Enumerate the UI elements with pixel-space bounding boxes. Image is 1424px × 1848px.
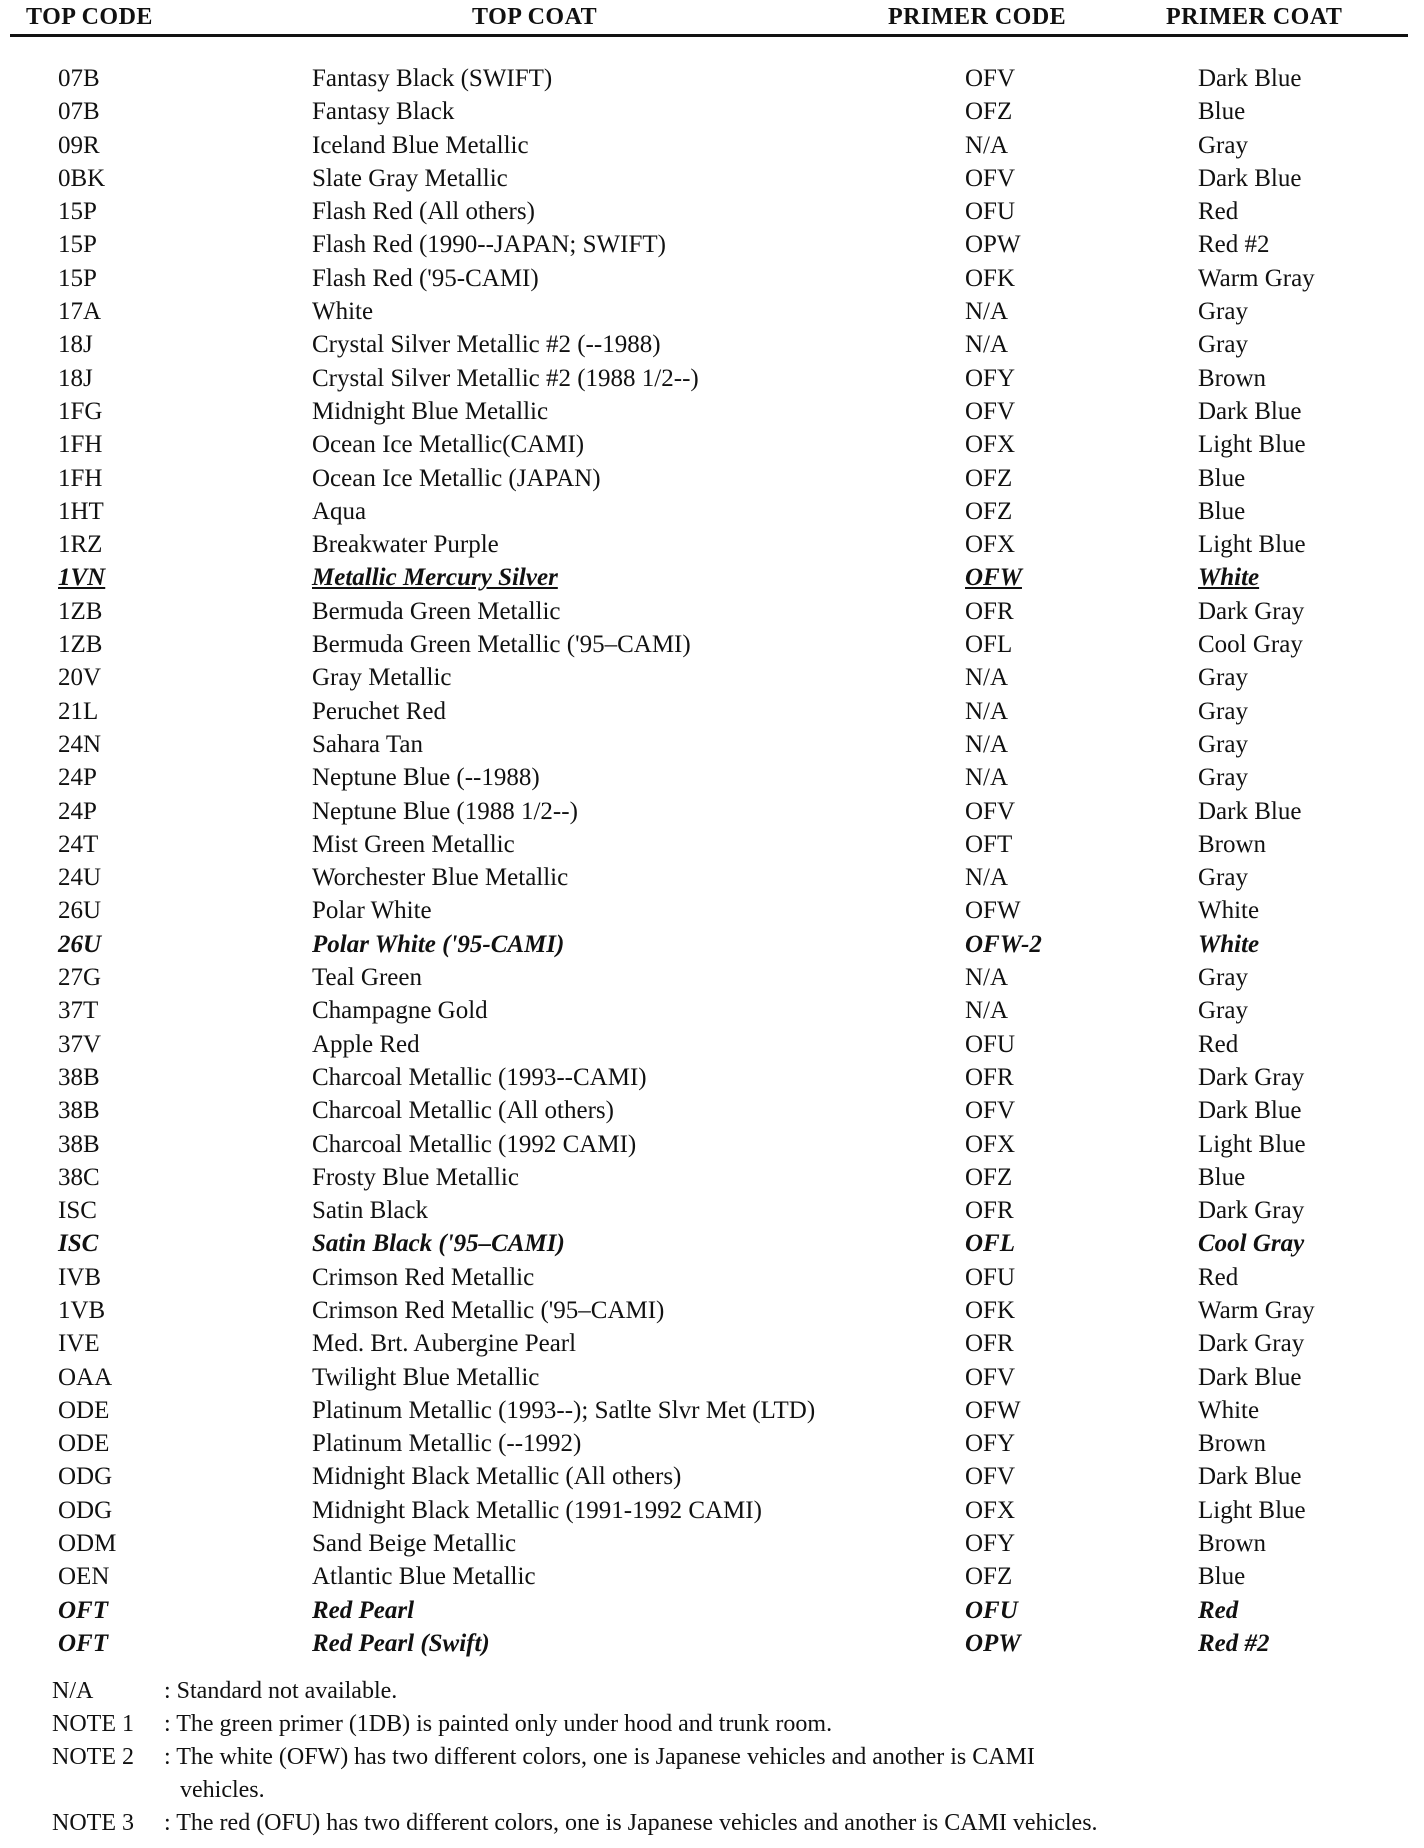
primer-code-cell: N/A (965, 997, 1009, 1025)
top-coat-cell: Med. Brt. Aubergine Pearl (312, 1330, 577, 1358)
table-row (0, 595, 1424, 628)
top-coat-cell: Aqua (312, 497, 367, 525)
table-row (0, 428, 1424, 461)
primer-coat-cell: White (1198, 930, 1260, 958)
primer-coat-cell: Cool Gray (1198, 631, 1303, 659)
note-label: NOTE 1 (52, 1711, 134, 1737)
primer-code-cell: OFX (965, 531, 1016, 559)
top-coat-cell: Peruchet Red (312, 697, 446, 725)
table-row (0, 661, 1424, 694)
top-code-cell: IVB (58, 1263, 102, 1291)
primer-code-cell: OFU (965, 1263, 1016, 1291)
primer-coat-cell: Dark Gray (1198, 597, 1305, 625)
top-coat-cell: Ocean Ice Metallic(CAMI) (312, 431, 585, 459)
top-code-cell: IVE (58, 1330, 100, 1358)
top-coat-cell: Slate Gray Metallic (312, 164, 508, 192)
top-code-cell: 27G (58, 964, 102, 992)
primer-coat-cell: White (1198, 564, 1260, 592)
table-row (0, 1361, 1424, 1394)
primer-code-cell: OFY (965, 364, 1016, 392)
primer-code-cell: OFY (965, 1530, 1016, 1558)
top-code-cell: 1FH (58, 431, 103, 459)
primer-coat-cell: Dark Blue (1198, 1363, 1302, 1391)
top-code-cell: 0BK (58, 164, 106, 192)
top-coat-cell: Fantasy Black (312, 98, 455, 126)
top-code-cell: 38B (58, 1063, 100, 1091)
primer-code-cell: N/A (965, 298, 1009, 326)
header-primer-coat: PRIMER COAT (1166, 4, 1343, 30)
primer-code-cell: OPW (965, 231, 1021, 259)
primer-code-cell: OFV (965, 397, 1016, 425)
table-row (0, 1327, 1424, 1360)
note-label: N/A (52, 1678, 94, 1704)
table-row (0, 328, 1424, 361)
table-row (0, 228, 1424, 261)
primer-code-cell: OFT (965, 830, 1013, 858)
top-coat-cell: Frosty Blue Metallic (312, 1163, 519, 1191)
table-row (0, 1594, 1424, 1627)
table-row (0, 462, 1424, 495)
top-code-cell: ODG (58, 1496, 113, 1524)
primer-coat-cell: Brown (1198, 1430, 1267, 1458)
top-coat-cell: Red Pearl (Swift) (312, 1629, 490, 1657)
table-row (0, 528, 1424, 561)
primer-coat-cell: White (1198, 1396, 1260, 1424)
top-code-cell: 26U (58, 897, 102, 925)
table-row (0, 861, 1424, 894)
primer-coat-cell: Light Blue (1198, 1496, 1306, 1524)
primer-coat-cell: Gray (1198, 331, 1248, 359)
table-row (0, 828, 1424, 861)
note-label: NOTE 3 (52, 1810, 134, 1836)
table-row (0, 961, 1424, 994)
header-primer-code: PRIMER CODE (888, 4, 1067, 30)
primer-code-cell: OFZ (965, 1163, 1013, 1191)
primer-coat-cell: Light Blue (1198, 531, 1306, 559)
table-row (0, 495, 1424, 528)
top-code-cell: 18J (58, 364, 93, 392)
primer-code-cell: OFR (965, 1330, 1014, 1358)
primer-code-cell: OFV (965, 1363, 1016, 1391)
primer-code-cell: OFW-2 (965, 930, 1042, 958)
primer-coat-cell: Brown (1198, 364, 1267, 392)
note-text: : The red (OFU) has two different colors, one is Japanese vehicles and another is CAMI vehicles. (164, 1810, 1098, 1836)
top-coat-cell: Apple Red (312, 1030, 420, 1058)
primer-coat-cell: Red (1198, 1596, 1239, 1624)
top-code-cell: 18J (58, 331, 93, 359)
table-row (0, 262, 1424, 295)
table-row (0, 295, 1424, 328)
top-coat-cell: Crimson Red Metallic (312, 1263, 535, 1291)
table-row (0, 628, 1424, 661)
primer-code-cell: OFU (965, 198, 1016, 226)
top-code-cell: 17A (58, 298, 102, 326)
top-code-cell: 26U (58, 930, 102, 958)
paint-code-table (0, 62, 1424, 1660)
top-coat-cell: Neptune Blue (1988 1/2--) (312, 797, 578, 825)
primer-coat-cell: Dark Gray (1198, 1330, 1305, 1358)
table-row (0, 1261, 1424, 1294)
primer-coat-cell: Blue (1198, 464, 1246, 492)
primer-code-cell: OFK (965, 264, 1016, 292)
header-rule (10, 34, 1408, 37)
top-coat-cell: Red Pearl (312, 1596, 415, 1624)
primer-coat-cell: Dark Gray (1198, 1063, 1305, 1091)
top-coat-cell: Breakwater Purple (312, 531, 499, 559)
primer-coat-cell: Blue (1198, 1163, 1246, 1191)
primer-code-cell: OFU (965, 1030, 1016, 1058)
primer-coat-cell: Blue (1198, 497, 1246, 525)
top-coat-cell: Platinum Metallic (1993--); Satlte Slvr Met (LTD) (312, 1396, 816, 1424)
top-code-cell: ODM (58, 1530, 117, 1558)
primer-coat-cell: Red #2 (1198, 1629, 1270, 1657)
primer-code-cell: N/A (965, 697, 1009, 725)
header-top-code: TOP CODE (26, 4, 153, 30)
top-coat-cell: Flash Red (All others) (312, 198, 535, 226)
table-row (0, 928, 1424, 961)
top-coat-cell: Charcoal Metallic (1992 CAMI) (312, 1130, 637, 1158)
top-code-cell: ODE (58, 1430, 110, 1458)
primer-code-cell: OFR (965, 1063, 1014, 1091)
top-code-cell: ISC (58, 1197, 97, 1225)
primer-code-cell: OFY (965, 1430, 1016, 1458)
primer-code-cell: N/A (965, 730, 1009, 758)
top-code-cell: 24N (58, 730, 102, 758)
table-row (0, 695, 1424, 728)
top-coat-cell: Worchester Blue Metallic (312, 864, 569, 892)
primer-coat-cell: Brown (1198, 830, 1267, 858)
top-code-cell: 1FG (58, 397, 103, 425)
top-coat-cell: Platinum Metallic (--1992) (312, 1430, 582, 1458)
table-row (0, 62, 1424, 95)
top-coat-cell: Polar White ('95-CAMI) (312, 930, 565, 958)
primer-coat-cell: Dark Blue (1198, 797, 1302, 825)
primer-code-cell: OFV (965, 1463, 1016, 1491)
top-coat-cell: Atlantic Blue Metallic (312, 1563, 536, 1591)
primer-coat-cell: Gray (1198, 298, 1248, 326)
top-coat-cell: Bermuda Green Metallic (312, 597, 561, 625)
table-row (0, 1194, 1424, 1227)
primer-code-cell: OFV (965, 797, 1016, 825)
top-coat-cell: Bermuda Green Metallic ('95–CAMI) (312, 631, 691, 659)
primer-coat-cell: White (1198, 897, 1260, 925)
top-coat-cell: Champagne Gold (312, 997, 488, 1025)
top-coat-cell: Flash Red (1990--JAPAN; SWIFT) (312, 231, 666, 259)
primer-code-cell: OFK (965, 1296, 1016, 1324)
top-coat-cell: Satin Black (312, 1197, 428, 1225)
top-code-cell: 1VN (58, 564, 106, 592)
top-coat-cell: Metallic Mercury Silver (312, 564, 558, 592)
note-text: : The white (OFW) has two different colors, one is Japanese vehicles and another is CAMI (164, 1744, 1035, 1770)
primer-coat-cell: Gray (1198, 697, 1248, 725)
top-coat-cell: Polar White (312, 897, 432, 925)
note-label: NOTE 2 (52, 1744, 134, 1770)
primer-code-cell: OFL (965, 631, 1013, 659)
note-text: vehicles. (180, 1777, 265, 1803)
top-coat-cell: Satin Black ('95–CAMI) (312, 1230, 565, 1258)
primer-coat-cell: Dark Blue (1198, 164, 1302, 192)
primer-code-cell: N/A (965, 664, 1009, 692)
top-coat-cell: Crimson Red Metallic ('95–CAMI) (312, 1296, 665, 1324)
top-coat-cell: Crystal Silver Metallic #2 (1988 1/2--) (312, 364, 699, 392)
primer-coat-cell: Gray (1198, 664, 1248, 692)
top-coat-cell: Gray Metallic (312, 664, 452, 692)
primer-code-cell: OFZ (965, 497, 1013, 525)
top-code-cell: OAA (58, 1363, 113, 1391)
top-code-cell: 1HT (58, 497, 104, 525)
top-code-cell: ISC (58, 1230, 99, 1258)
primer-coat-cell: Dark Blue (1198, 397, 1302, 425)
top-code-cell: 38B (58, 1097, 100, 1125)
top-code-cell: OFT (58, 1629, 108, 1657)
table-row (0, 1494, 1424, 1527)
top-code-cell: 15P (58, 231, 97, 259)
table-row (0, 1627, 1424, 1660)
top-code-cell: 1FH (58, 464, 103, 492)
primer-code-cell: N/A (965, 864, 1009, 892)
top-code-cell: 1VB (58, 1296, 106, 1324)
top-code-cell: 1ZB (58, 631, 103, 659)
primer-code-cell: OFZ (965, 98, 1013, 126)
table-row (0, 195, 1424, 228)
primer-coat-cell: Dark Blue (1198, 1097, 1302, 1125)
primer-coat-cell: Red (1198, 198, 1239, 226)
primer-code-cell: OPW (965, 1629, 1021, 1657)
primer-code-cell: OFX (965, 431, 1016, 459)
primer-coat-cell: Brown (1198, 1530, 1267, 1558)
table-row (0, 1427, 1424, 1460)
top-code-cell: 15P (58, 198, 97, 226)
primer-coat-cell: Dark Blue (1198, 1463, 1302, 1491)
primer-code-cell: OFX (965, 1496, 1016, 1524)
primer-code-cell: OFV (965, 65, 1016, 92)
primer-code-cell: OFW (965, 897, 1021, 925)
top-code-cell: 07B (58, 65, 100, 92)
top-coat-cell: Teal Green (312, 964, 422, 992)
primer-coat-cell: Blue (1198, 1563, 1246, 1591)
primer-code-cell: OFW (965, 564, 1022, 592)
primer-coat-cell: Warm Gray (1198, 1296, 1315, 1324)
primer-code-cell: OFX (965, 1130, 1016, 1158)
table-row (0, 1560, 1424, 1593)
primer-coat-cell: Red (1198, 1263, 1239, 1291)
primer-coat-cell: Gray (1198, 964, 1248, 992)
note-text: : The green primer (1DB) is painted only under hood and trunk room. (164, 1711, 833, 1737)
table-row (0, 1394, 1424, 1427)
primer-coat-cell: Gray (1198, 997, 1248, 1025)
primer-code-cell: OFZ (965, 464, 1013, 492)
header-top-coat: TOP COAT (472, 4, 598, 30)
table-row (0, 1028, 1424, 1061)
table-row (0, 95, 1424, 128)
table-row (0, 1061, 1424, 1094)
top-code-cell: ODE (58, 1396, 110, 1424)
top-code-cell: 24P (58, 797, 97, 825)
table-row (0, 395, 1424, 428)
top-code-cell: OEN (58, 1563, 110, 1591)
table-row (0, 1294, 1424, 1327)
primer-coat-cell: Gray (1198, 131, 1248, 159)
top-code-cell: 1ZB (58, 597, 103, 625)
top-coat-cell: Fantasy Black (SWIFT) (312, 65, 553, 92)
top-coat-cell: Charcoal Metallic (All others) (312, 1097, 614, 1125)
table-row (0, 761, 1424, 794)
primer-coat-cell: Light Blue (1198, 431, 1306, 459)
top-code-cell: 1RZ (58, 531, 103, 559)
table-row (0, 894, 1424, 927)
primer-code-cell: OFV (965, 1097, 1016, 1125)
top-coat-cell: Iceland Blue Metallic (312, 131, 529, 159)
table-row (0, 129, 1424, 162)
top-coat-cell: Midnight Blue Metallic (312, 397, 549, 425)
top-code-cell: 37T (58, 997, 99, 1025)
top-coat-cell: Midnight Black Metallic (All others) (312, 1463, 682, 1491)
top-coat-cell: White (312, 298, 374, 326)
top-coat-cell: Sand Beige Metallic (312, 1530, 517, 1558)
primer-code-cell: OFL (965, 1230, 1015, 1258)
primer-coat-cell: Dark Gray (1198, 1197, 1305, 1225)
primer-coat-cell: Gray (1198, 864, 1248, 892)
top-code-cell: 37V (58, 1030, 102, 1058)
primer-code-cell: N/A (965, 331, 1009, 359)
primer-coat-cell: Warm Gray (1198, 264, 1315, 292)
top-coat-cell: Neptune Blue (--1988) (312, 764, 540, 792)
primer-code-cell: OFR (965, 1197, 1014, 1225)
top-code-cell: ODG (58, 1463, 113, 1491)
table-row (0, 362, 1424, 395)
top-code-cell: 38C (58, 1163, 100, 1191)
primer-code-cell: N/A (965, 964, 1009, 992)
top-code-cell: 24U (58, 864, 102, 892)
primer-code-cell: OFW (965, 1396, 1021, 1424)
top-coat-cell: Crystal Silver Metallic #2 (--1988) (312, 331, 661, 359)
table-row (0, 1227, 1424, 1260)
table-row (0, 162, 1424, 195)
primer-code-cell: OFU (965, 1596, 1018, 1624)
top-coat-cell: Ocean Ice Metallic (JAPAN) (312, 464, 601, 492)
primer-code-cell: N/A (965, 131, 1009, 159)
table-row (0, 1161, 1424, 1194)
table-row (0, 994, 1424, 1027)
top-coat-cell: Mist Green Metallic (312, 830, 515, 858)
top-coat-cell: Twilight Blue Metallic (312, 1363, 540, 1391)
primer-coat-cell: Dark Blue (1198, 65, 1302, 92)
primer-coat-cell: Light Blue (1198, 1130, 1306, 1158)
top-code-cell: 15P (58, 264, 97, 292)
primer-coat-cell: Cool Gray (1198, 1230, 1305, 1258)
primer-code-cell: OFZ (965, 1563, 1013, 1591)
top-code-cell: OFT (58, 1596, 108, 1624)
table-row (0, 561, 1424, 594)
top-coat-cell: Sahara Tan (312, 730, 423, 758)
top-code-cell: 20V (58, 664, 102, 692)
primer-coat-cell: Blue (1198, 98, 1246, 126)
top-code-cell: 21L (58, 697, 99, 725)
primer-coat-cell: Red #2 (1198, 231, 1270, 259)
primer-code-cell: OFR (965, 597, 1014, 625)
table-row (0, 1460, 1424, 1493)
primer-coat-cell: Gray (1198, 730, 1248, 758)
table-row (0, 1527, 1424, 1560)
table-row (0, 795, 1424, 828)
top-code-cell: 07B (58, 98, 100, 126)
primer-coat-cell: Red (1198, 1030, 1239, 1058)
top-code-cell: 24T (58, 830, 99, 858)
primer-code-cell: OFV (965, 164, 1016, 192)
table-row (0, 728, 1424, 761)
primer-coat-cell: Gray (1198, 764, 1248, 792)
top-coat-cell: Midnight Black Metallic (1991-1992 CAMI) (312, 1496, 762, 1524)
top-code-cell: 09R (58, 131, 100, 159)
note-text: : Standard not available. (164, 1678, 398, 1704)
table-row (0, 1094, 1424, 1127)
table-row (0, 1128, 1424, 1161)
primer-code-cell: N/A (965, 764, 1009, 792)
top-code-cell: 24P (58, 764, 97, 792)
top-coat-cell: Charcoal Metallic (1993--CAMI) (312, 1063, 647, 1091)
top-code-cell: 38B (58, 1130, 100, 1158)
top-coat-cell: Flash Red ('95-CAMI) (312, 264, 539, 292)
